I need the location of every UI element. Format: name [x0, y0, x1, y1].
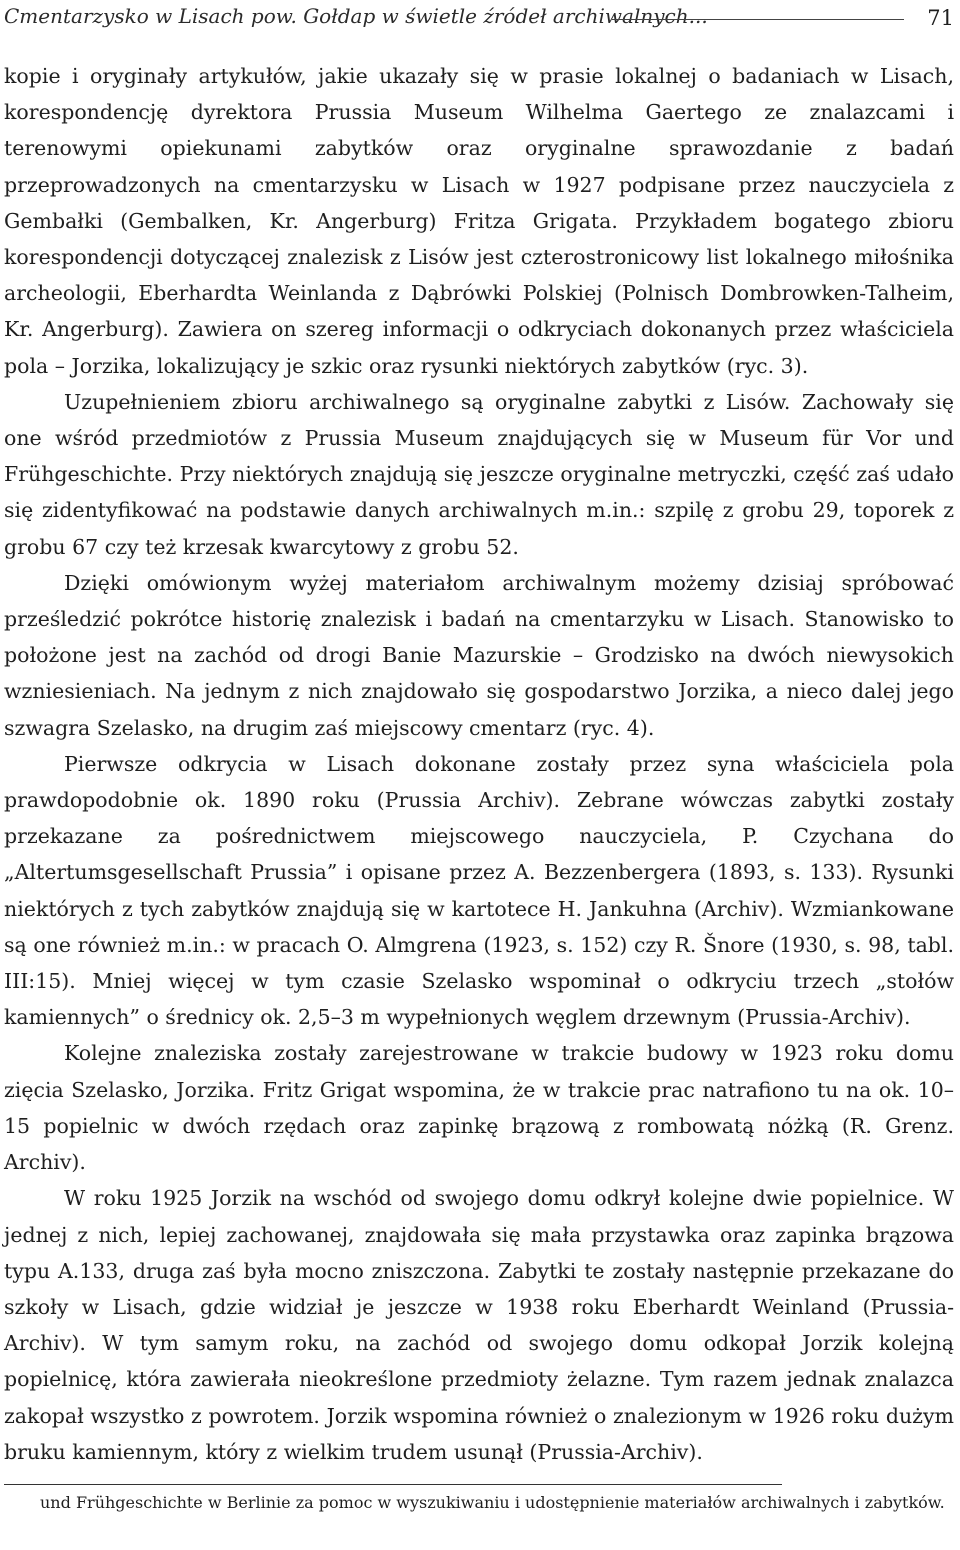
- paragraph: Pierwsze odkrycia w Lisach dokonane zostały przez syna właściciela pola prawdopodobnie ok. 1890 roku (Prussia Archiv). Zebrane wówczas zabytki zostały przekazane za pośrednictwem miejscowego nauczyciela, P. Czychana do „Altertumsgesellschaft Prussia” i opisane przez A. Bezzenbergera (1893, s. 133). Rysunki niektórych z tych zabytków znajdują się w kartotece H. Jankuhna (Archiv). Wzmiankowane są one również m.in.: w pracach O. Almgrena (1923, s. 152) czy R. Šnore (1930, s. 98, tabl. III:15). Mniej więcej w tym czasie Szelasko wspominał o odkryciu trzech „stołów kamiennych” o średnicy ok. 2,5–3 m wypełnionych węglem drzewnym (Prussia-Archiv).: [4, 751, 954, 1030]
- paragraph: kopie i oryginały artykułów, jakie ukazały się w prasie lokalnej o badaniach w Lisach, korespondencję dyrektora Prussia Museum Wilhelma Gaertego ze znalazcami i terenowymi opiekunami zabytków oraz oryginalne sprawozdanie z badań przeprowadzonych na cmentarzysku w Lisach w 1927 podpisane przez nauczyciela z Gembałki (Gembalken, Kr. Angerburg) Fritza Grigata. Przykładem bogatego zbioru korespondencji dotyczącej znalezisk z Lisów jest czterostronicowy list lokalnego miłośnika archeologii, Eberhardta Weinlanda z Dąbrówki Polskiej (Polnisch Dombrowken-Talheim, Kr. Angerburg). Zawiera on szereg informacji o odkryciach dokonanych przez właściciela pola – Jorzika, lokalizujący je szkic oraz rysunki niektórych zabytków (ryc. 3).: [4, 64, 954, 378]
- main-text: [4, 58, 954, 1470]
- paragraph: W roku 1925 Jorzik na wschód od swojego domu odkrył kolejne dwie popielnice. W jednej z nich, lepiej zachowanej, znajdowała się mała przystawka oraz zapinka brązowa typu A.133, druga zaś była mocno zniszczona. Zabytki te zostały następnie przekazane do szkoły w Lisach, gdzie widział je jeszcze w 1938 roku Eberhardt Weinland (Prussia-Archiv). W tym samym roku, na zachód od swojego domu odkopał Jorzik kolejną popielnicę, która zawierała nieokreślone przedmioty żelazne. Tym razem jednak znalazca zakopał wszystko z powrotem. Jorzik wspomina również o znalezionym w 1926 roku dużym bruku kamiennym, który z wielkim trudem usunął (Prussia-Archiv).: [4, 1186, 954, 1464]
- paragraph: Dzięki omówionym wyżej materiałom archiwalnym możemy dzisiaj spróbować prześledzić pokrótce historię znalezisk i badań na cmentarzyku w Lisach. Stanowisko to położone jest na zachód od drogi Banie Mazurskie – Grodzisko na dwóch niewysokich wzniesieniach. Na jednym z nich znajdowało się gospodarstwo Jorzika, a nieco dalej jego szwagra Szelasko, na drugim zaś miejscowy cmentarz (ryc. 4).: [4, 570, 954, 740]
- running-header: [4, 2, 954, 32]
- footnote-rule: [4, 1484, 782, 1485]
- paragraph: Kolejne znaleziska zostały zarejestrowane w trakcie budowy w 1923 roku domu zięcia Szelasko, Jorzika. Fritz Grigat wspomina, że w trakcie prac natrafiono tu na ok. 10–15 popielnic w dwóch rzędach oraz zapinkę brązową z rombowatą nóżką (R. Grenz. Archiv).: [4, 1041, 954, 1175]
- paragraph: Uzupełnieniem zbioru archiwalnego są oryginalne zabytki z Lisów. Zachowały się one wśród przedmiotów z Prussia Museum znajdujących się w Museum für Vor und Frühgeschichte. Przy niektórych znajdują się jeszcze oryginalne metryczki, część zaś udało się zidentyfikować na podstawie danych archiwalnych m.in.: szpilę z grobu 29, toporek z grobu 67 czy też krzesak kwarcytowy z grobu 52.: [4, 389, 954, 559]
- header-rule: [612, 19, 904, 20]
- footnote: und Frühgeschichte w Berlinie za pomoc w wyszukiwaniu i udostępnienie materiałów archiwalnych i zabytków.: [40, 1493, 945, 1512]
- running-title: Cmentarzysko w Lisach pow. Gołdap w świetle źródeł archiwalnych...: [4, 4, 708, 28]
- page-number: 71: [927, 6, 954, 30]
